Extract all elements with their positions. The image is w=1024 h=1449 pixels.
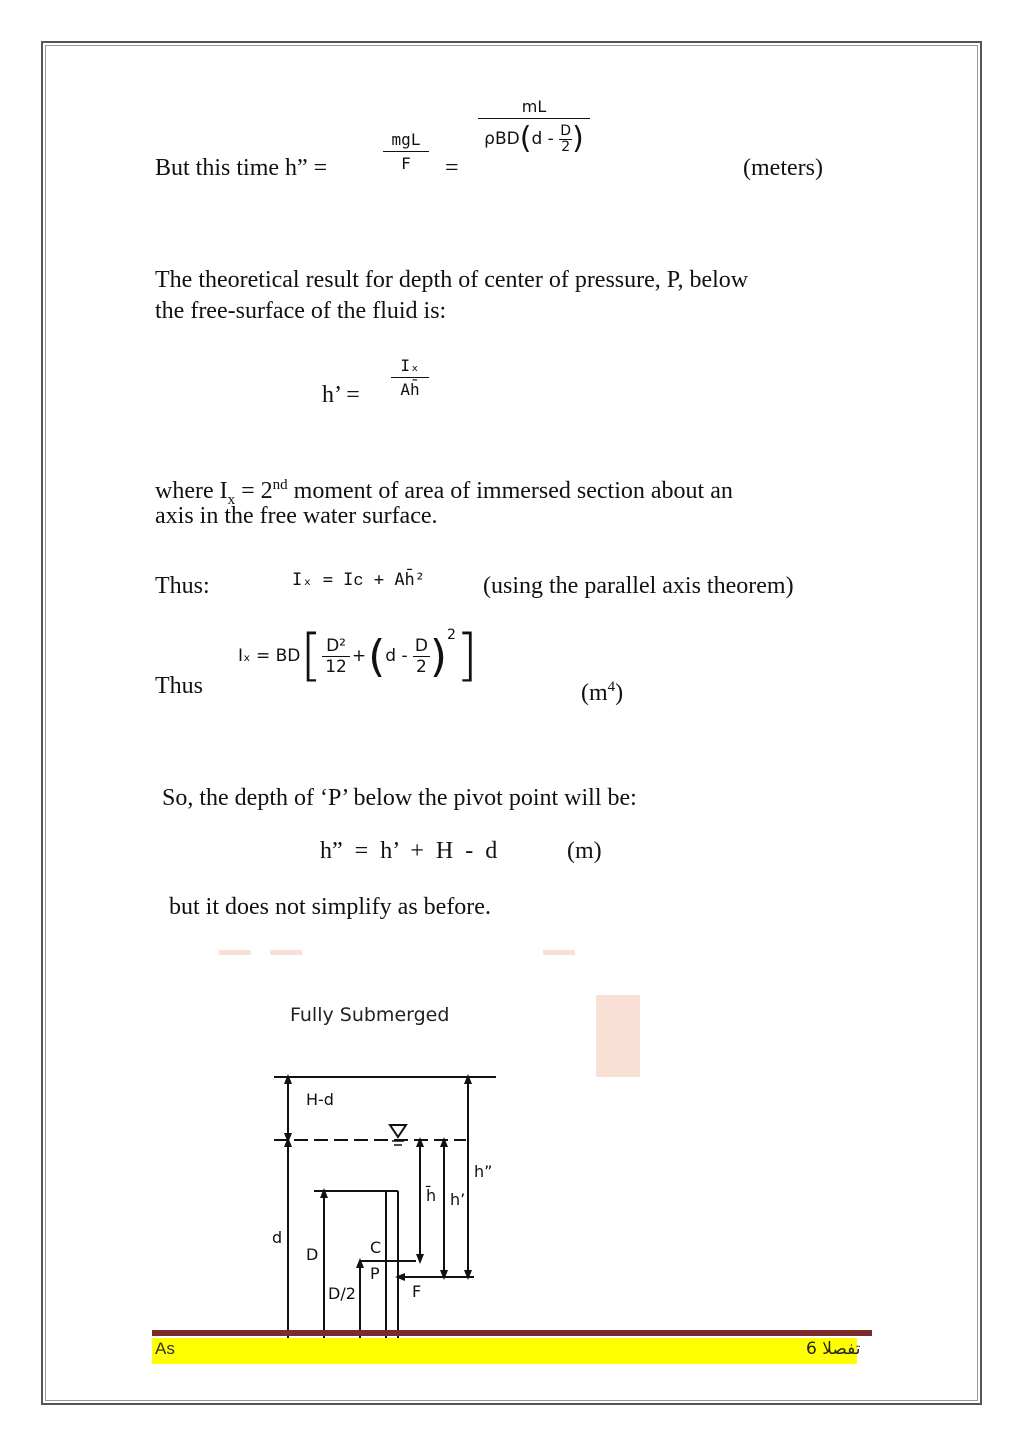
eq2-den: Ah̄ xyxy=(400,380,420,399)
eq3-lead: Thus: xyxy=(155,573,210,599)
label-P: P xyxy=(370,1264,380,1283)
eq1-frac2-den-inner: d - xyxy=(531,129,554,149)
para1-line2: the free-surface of the fluid is: xyxy=(155,298,447,324)
eq4-plus: + xyxy=(351,646,367,666)
eq2-lead: h’ = xyxy=(322,382,360,408)
eq1-frac2-den-D: D xyxy=(560,122,572,139)
label-D: D xyxy=(306,1245,319,1264)
free-surface-symbol xyxy=(390,1125,406,1137)
eq5-formula: h” = h’ + H - d xyxy=(320,838,498,864)
eq4-f2-num: D xyxy=(414,635,428,656)
eq3-formula: Iₓ = Iᴄ + Ah̄² xyxy=(292,570,426,590)
eq1-unit: (meters) xyxy=(743,155,823,181)
eq4-lead: Thus xyxy=(155,673,203,699)
para2-mid: = 2 xyxy=(235,478,273,504)
eq1-frac2-den-pre: ρBD xyxy=(484,129,520,149)
eq4-inner: d - xyxy=(385,646,408,666)
para2-post: moment of area of immersed section about an xyxy=(287,478,733,504)
eq1-frac1-num: mgL xyxy=(391,130,421,149)
footer-page-number: تفصلا 6 xyxy=(806,1339,861,1359)
eq4-f1-den: 12 xyxy=(322,656,350,677)
eq1-lead: But this time h” = xyxy=(155,155,328,181)
eq1-frac2-den: $\rho BD(d - \frac{D}{2})$ xyxy=(484,121,584,156)
eq4-unit-post: ) xyxy=(615,680,624,706)
footer-rule xyxy=(152,1330,872,1336)
eq1-frac2-den-2: 2 xyxy=(561,138,571,155)
footer-left-text: As xyxy=(155,1339,175,1358)
eq4-power: 2 xyxy=(447,627,456,643)
eq1-fraction-1 xyxy=(383,130,429,173)
para3: So, the depth of ‘P’ below the pivot point will be: xyxy=(162,785,637,811)
label-D2: D/2 xyxy=(328,1284,356,1303)
para2-sup: nd xyxy=(272,477,288,493)
para2-sub: x xyxy=(227,491,236,508)
eq4-unit-pre: (m xyxy=(581,680,608,706)
watermark-fragment xyxy=(596,995,640,1077)
para4: but it does not simplify as before. xyxy=(169,894,491,920)
eq4-unit xyxy=(581,672,623,709)
eq4-left: Iₓ = BD xyxy=(238,646,301,666)
eq3-note: (using the parallel axis theorem) xyxy=(483,573,794,599)
eq2-num: Iₓ xyxy=(400,356,420,375)
eq4-f1-num: D² xyxy=(326,635,346,656)
figure-diagram xyxy=(176,955,596,1375)
label-H-d: H-d xyxy=(306,1090,334,1109)
fully-submerged-figure xyxy=(176,955,596,1375)
label-C: C xyxy=(370,1238,382,1257)
eq1-fraction-2 xyxy=(478,97,590,156)
eq1-frac2-num: mL xyxy=(521,97,547,116)
eq1-equals: = xyxy=(445,155,459,181)
para2-line2: axis in the free water surface. xyxy=(155,503,438,529)
figure-title: Fully Submerged xyxy=(290,1004,450,1026)
label-h-prime: h’ xyxy=(450,1190,466,1209)
eq4-f2-den: 2 xyxy=(413,656,430,677)
eq5-unit: (m) xyxy=(567,838,602,864)
eq1-frac1-den: F xyxy=(401,154,411,173)
label-h-bar: h̄ xyxy=(426,1186,437,1205)
eq4-unit-sup: 4 xyxy=(607,679,616,695)
eq2-fraction xyxy=(391,356,429,399)
eq4-formula: $I_x = BD[\frac{\text{D²}}{12} +(d - \frac{D}{2})^2]$ xyxy=(238,623,478,688)
label-h-double: h” xyxy=(474,1162,493,1181)
label-d: d xyxy=(272,1228,283,1247)
footer-highlight xyxy=(152,1338,857,1364)
para1-line1: The theoretical result for depth of center of pressure, P, below xyxy=(155,267,749,293)
para2-pre: where I xyxy=(155,478,228,504)
label-F: F xyxy=(412,1282,422,1301)
